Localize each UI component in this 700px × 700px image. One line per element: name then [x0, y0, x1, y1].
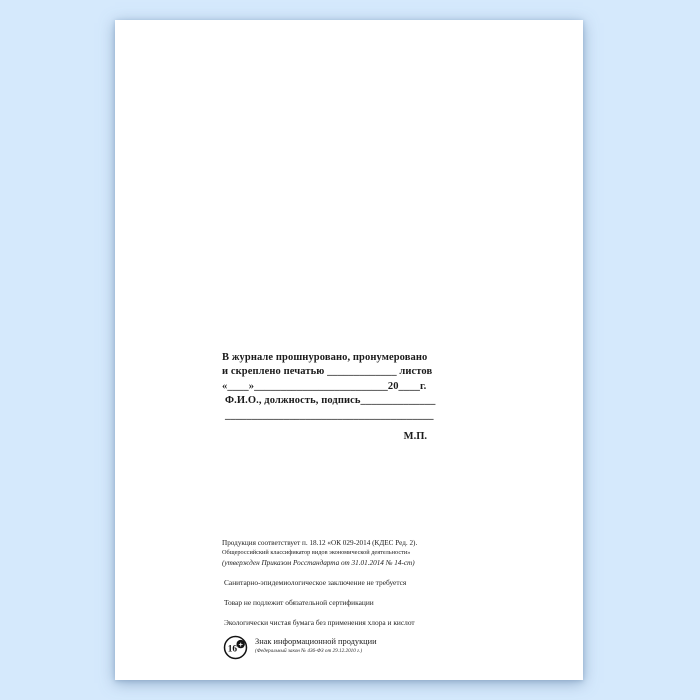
footer-block	[222, 536, 437, 660]
certification-line-3: «____»_________________________20____г.	[222, 380, 427, 392]
age-mark-row	[222, 635, 437, 660]
certification-line-1: В журнале прошнуровано, пронумеровано	[222, 352, 428, 363]
note-ecology: Экологически чистая бумага без применения хлора и кислот	[224, 618, 415, 627]
certification-line-2: и скреплено печатью _____________ листов	[222, 366, 433, 378]
compliance-line-2: Общероссийский классификатор видов экономической деятельности»	[222, 549, 411, 556]
note-sanitary: Санитарно-эпидемиологическое заключение не требуется	[224, 578, 407, 587]
journal-back-page	[115, 20, 583, 680]
age-mark-text	[255, 635, 377, 654]
certification-line-5: _______________________________________	[225, 409, 434, 421]
note-certification: Товар не подлежит обязательной сертификации	[224, 598, 374, 607]
compliance-line-1: Продукция соответствует п. 18.12 «ОК 029-2014 (КДЕС Ред. 2).	[222, 539, 418, 547]
age-badge-number: 16	[227, 644, 238, 655]
age-mark-title: Знак информационной продукции	[255, 637, 377, 646]
age-16plus-icon	[223, 635, 248, 660]
age-badge-plus: +	[238, 639, 243, 649]
certification-line-4: Ф.И.О., должность, подпись______________	[225, 395, 436, 407]
stamp-place-label: М.П.	[403, 431, 427, 443]
certification-block	[222, 351, 436, 444]
age-mark-subtitle: (Федеральный закон № 436-ФЗ от 29.12.2010 г.)	[255, 648, 363, 654]
compliance-note	[222, 536, 437, 568]
compliance-line-3: (утвержден Приказом Росстандарта от 31.01.2014 № 14-ст)	[222, 559, 415, 567]
